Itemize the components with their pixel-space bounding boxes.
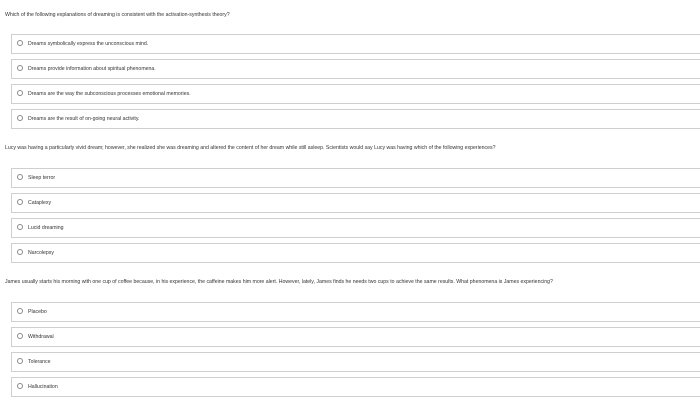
radio-button[interactable] xyxy=(17,333,23,339)
radio-button[interactable] xyxy=(17,249,23,255)
option-label: Tolerance xyxy=(28,359,51,365)
question-1-option-1[interactable] xyxy=(11,34,700,54)
option-label: Sleep terror xyxy=(28,175,56,181)
option-label: Dreams provide information about spiritual phenomena. xyxy=(28,66,156,72)
question-2-text: Lucy was having a particularly vivid dream; however, she realized she was dreaming and altered the content of her dream while still asleep. Scientists would say Lucy was having which of the following experiences? xyxy=(5,145,496,151)
radio-button[interactable] xyxy=(17,358,23,364)
option-label: Lucid dreaming xyxy=(28,225,64,231)
question-1-option-3[interactable] xyxy=(11,84,700,104)
question-3-option-1[interactable] xyxy=(11,302,700,322)
option-label: Placebo xyxy=(28,309,47,315)
radio-button[interactable] xyxy=(17,115,23,121)
question-2-option-1[interactable] xyxy=(11,168,700,188)
radio-button[interactable] xyxy=(17,224,23,230)
question-1-option-2[interactable] xyxy=(11,59,700,79)
option-label: Hallucination xyxy=(28,384,58,390)
question-2-option-4[interactable] xyxy=(11,243,700,263)
question-3-option-2[interactable] xyxy=(11,327,700,347)
question-3-option-4[interactable] xyxy=(11,377,700,397)
question-1-text: Which of the following explanations of dreaming is consistent with the activation-synthesis theory? xyxy=(5,12,230,18)
option-label: Withdrawal xyxy=(28,334,54,340)
radio-button[interactable] xyxy=(17,199,23,205)
option-label: Dreams are the way the subconscious processes emotional memories. xyxy=(28,91,191,97)
radio-button[interactable] xyxy=(17,40,23,46)
radio-button[interactable] xyxy=(17,308,23,314)
question-2-option-3[interactable] xyxy=(11,218,700,238)
radio-button[interactable] xyxy=(17,90,23,96)
question-3-text: James usually starts his morning with one cup of coffee because, in his experience, the caffeine makes him more alert. However, lately, James finds he needs two cups to achieve the same results. What phenomena is James experiencing? xyxy=(5,279,553,285)
radio-button[interactable] xyxy=(17,65,23,71)
radio-button[interactable] xyxy=(17,383,23,389)
option-label: Dreams are the result of on-going neural activity. xyxy=(28,116,140,122)
option-label: Dreams symbolically express the unconscious mind. xyxy=(28,41,149,47)
question-2-option-2[interactable] xyxy=(11,193,700,213)
question-3-option-3[interactable] xyxy=(11,352,700,372)
option-label: Cataplexy xyxy=(28,200,52,206)
radio-button[interactable] xyxy=(17,174,23,180)
question-1-option-4[interactable] xyxy=(11,109,700,129)
option-label: Narcolepsy xyxy=(28,250,54,256)
